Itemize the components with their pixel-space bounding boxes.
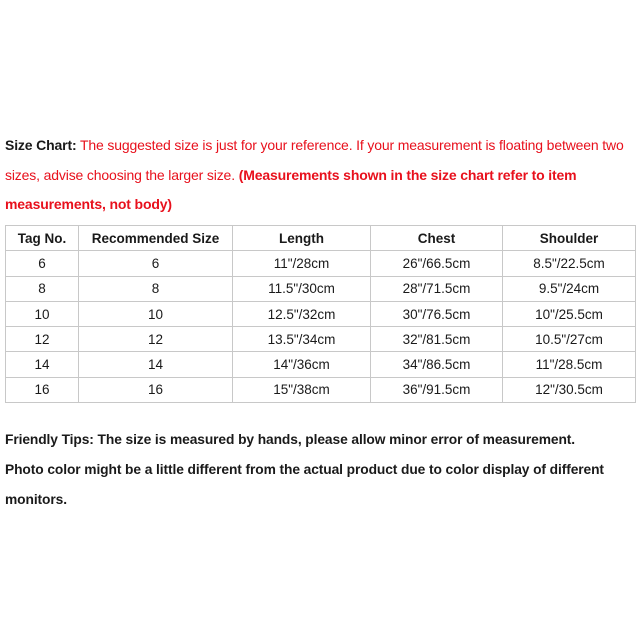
friendly-tips: [5, 425, 635, 515]
size-chart-table: [5, 225, 636, 403]
size-chart-emphasis: (Measurements shown in the size chart refer to item measurements, not body): [5, 166, 577, 212]
header-length: Length: [233, 226, 371, 251]
cell-recommended-size: 16: [79, 377, 233, 402]
table-row: [6, 251, 636, 276]
cell-recommended-size: 6: [79, 251, 233, 276]
cell-tag-no: 16: [6, 377, 79, 402]
size-chart-label: Size Chart:: [5, 137, 77, 153]
cell-recommended-size: 10: [79, 301, 233, 326]
cell-chest: 32"/81.5cm: [371, 327, 503, 352]
table-row: [6, 352, 636, 377]
cell-recommended-size: 8: [79, 276, 233, 301]
cell-chest: 34"/86.5cm: [371, 352, 503, 377]
tips-line-1: Friendly Tips: The size is measured by hands, please allow minor error of measurement.: [5, 432, 576, 447]
cell-length: 12.5"/32cm: [233, 301, 371, 326]
cell-shoulder: 10.5"/27cm: [503, 327, 636, 352]
cell-length: 11.5"/30cm: [233, 276, 371, 301]
table-row: [6, 301, 636, 326]
cell-tag-no: 10: [6, 301, 79, 326]
cell-tag-no: 12: [6, 327, 79, 352]
header-tag-no: Tag No.: [6, 226, 79, 251]
cell-shoulder: 10"/25.5cm: [503, 301, 636, 326]
cell-recommended-size: 14: [79, 352, 233, 377]
header-recommended-size: Recommended Size: [79, 226, 233, 251]
table-header-row: [6, 226, 636, 251]
cell-shoulder: 8.5"/22.5cm: [503, 251, 636, 276]
cell-chest: 26"/66.5cm: [371, 251, 503, 276]
header-shoulder: Shoulder: [503, 226, 636, 251]
cell-chest: 36"/91.5cm: [371, 377, 503, 402]
header-chest: Chest: [371, 226, 503, 251]
size-chart-note: The suggested size is just for your reference. If your measurement is floating between two sizes, advise choosing the larger size.: [5, 137, 624, 183]
cell-shoulder: 11"/28.5cm: [503, 352, 636, 377]
cell-tag-no: 14: [6, 352, 79, 377]
cell-chest: 30"/76.5cm: [371, 301, 503, 326]
cell-shoulder: 9.5"/24cm: [503, 276, 636, 301]
table-row: [6, 377, 636, 402]
size-chart-intro: [5, 131, 635, 220]
table-row: [6, 327, 636, 352]
tips-line-2: Photo color might be a little different from the actual product due to color display of different monitors.: [5, 462, 604, 507]
cell-length: 13.5"/34cm: [233, 327, 371, 352]
table-row: [6, 276, 636, 301]
cell-shoulder: 12"/30.5cm: [503, 377, 636, 402]
cell-recommended-size: 12: [79, 327, 233, 352]
cell-length: 11"/28cm: [233, 251, 371, 276]
cell-length: 14"/36cm: [233, 352, 371, 377]
cell-tag-no: 8: [6, 276, 79, 301]
cell-tag-no: 6: [6, 251, 79, 276]
cell-length: 15"/38cm: [233, 377, 371, 402]
cell-chest: 28"/71.5cm: [371, 276, 503, 301]
